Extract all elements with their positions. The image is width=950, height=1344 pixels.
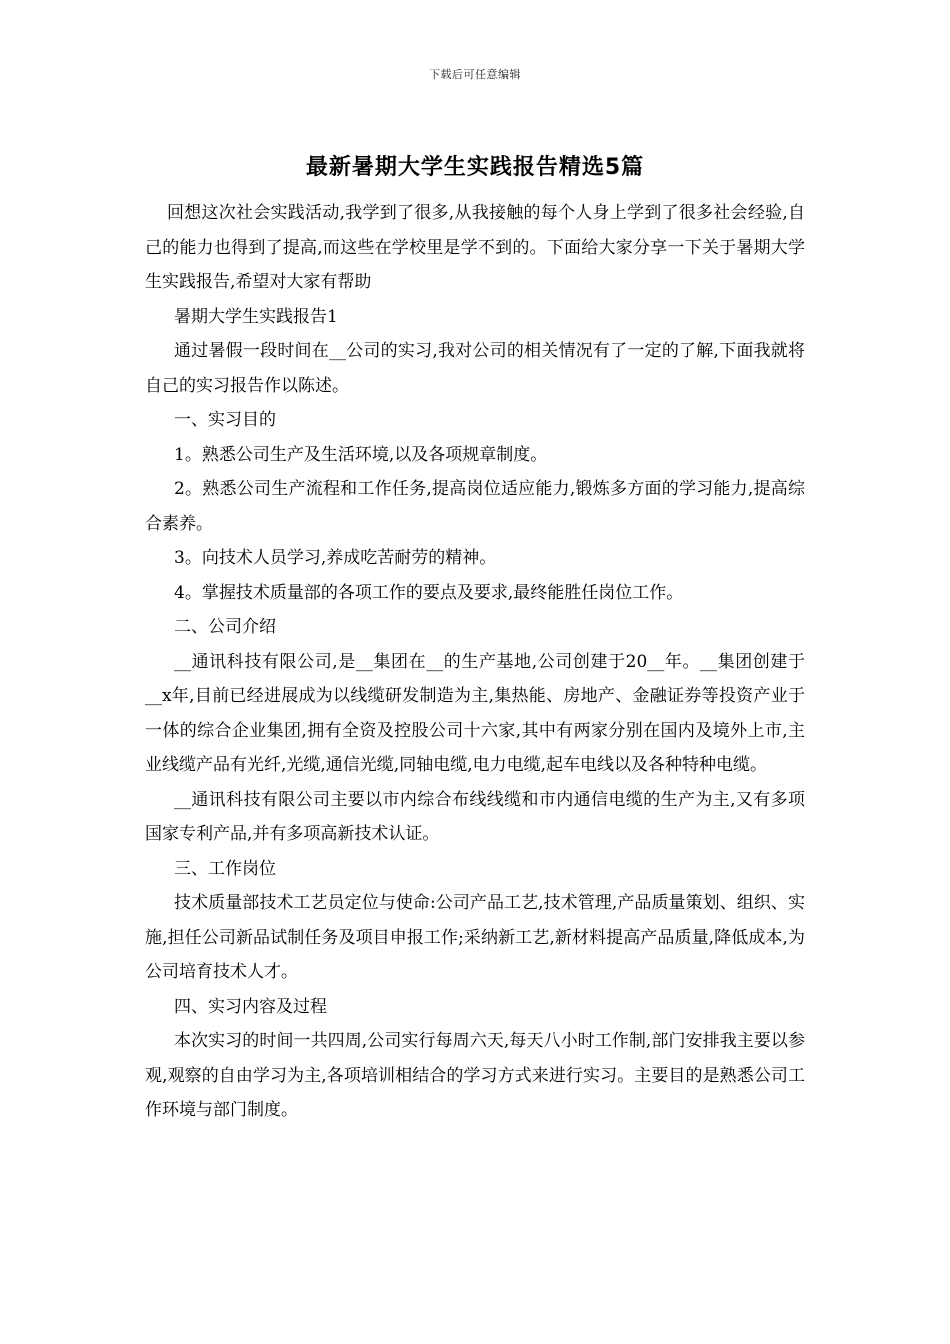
section-heading-purpose: 一、实习目的 — [174, 410, 276, 430]
list-item: 2。熟悉公司生产流程和工作任务,提高岗位适应能力,锻炼多方面的学习能力,提高综合素养。 — [145, 479, 805, 534]
list-item: 4。掌握技术质量部的各项工作的要点及要求,最终能胜任岗位工作。 — [174, 582, 684, 603]
header-note: 下载后可任意编辑 — [429, 68, 521, 81]
paragraph: 通过暑假一段时间在__公司的实习,我对公司的相关情况有了一定的了解,下面我就将自己的实习报告作以陈述。 — [145, 341, 805, 396]
paragraph: 技术质量部技术工艺员定位与使命:公司产品工艺,技术管理,产品质量策划、组织、实施,担任公司新品试制任务及项目申报工作;采纳新工艺,新材料提高产品质量,降低成本,为公司培育技术人才。 — [145, 893, 805, 982]
paragraph: __通讯科技有限公司,是__集团在__的生产基地,公司创建于20__年。__集团创建于__x年,目前已经进展成为以线缆研发制造为主,集热能、房地产、金融证券等投资产业于一体的综合企业集团,拥有全资及控股公司十六家,其中有两家分别在国内及境外上市,主业线缆产品有光纤,光缆,通信光缆,同轴电缆,电力电缆,起车电线以及各种特种电缆。 — [145, 651, 805, 775]
paragraph: 本次实习的时间一共四周,公司实行每周六天,每天八小时工作制,部门安排我主要以参观,观察的自由学习为主,各项培训相结合的学习方式来进行实习。主要目的是熟悉公司工作环境与部门制度。 — [145, 1031, 805, 1120]
document-title: 最新暑期大学生实践报告精选5篇 — [305, 155, 645, 180]
list-item: 1。熟悉公司生产及生活环境,以及各项规章制度。 — [174, 444, 548, 465]
report-heading: 暑期大学生实践报告1 — [174, 306, 338, 327]
section-heading-company: 二、公司介绍 — [174, 617, 276, 637]
intro-paragraph: 回想这次社会实践活动,我学到了很多,从我接触的每个人身上学到了很多社会经验,自己的能力也得到了提高,而这些在学校里是学不到的。下面给大家分享一下关于暑期大学生实践报告,希望对大家有帮助 — [145, 203, 805, 292]
section-heading-position: 三、工作岗位 — [174, 858, 276, 879]
document-body — [145, 196, 805, 1128]
list-item: 3。向技术人员学习,养成吃苦耐劳的精神。 — [174, 548, 497, 568]
section-heading-content: 四、实习内容及过程 — [174, 996, 327, 1017]
paragraph: __通讯科技有限公司主要以市内综合布线线缆和市内通信电缆的生产为主,又有多项国家专利产品,并有多项高新技术认证。 — [145, 789, 805, 844]
